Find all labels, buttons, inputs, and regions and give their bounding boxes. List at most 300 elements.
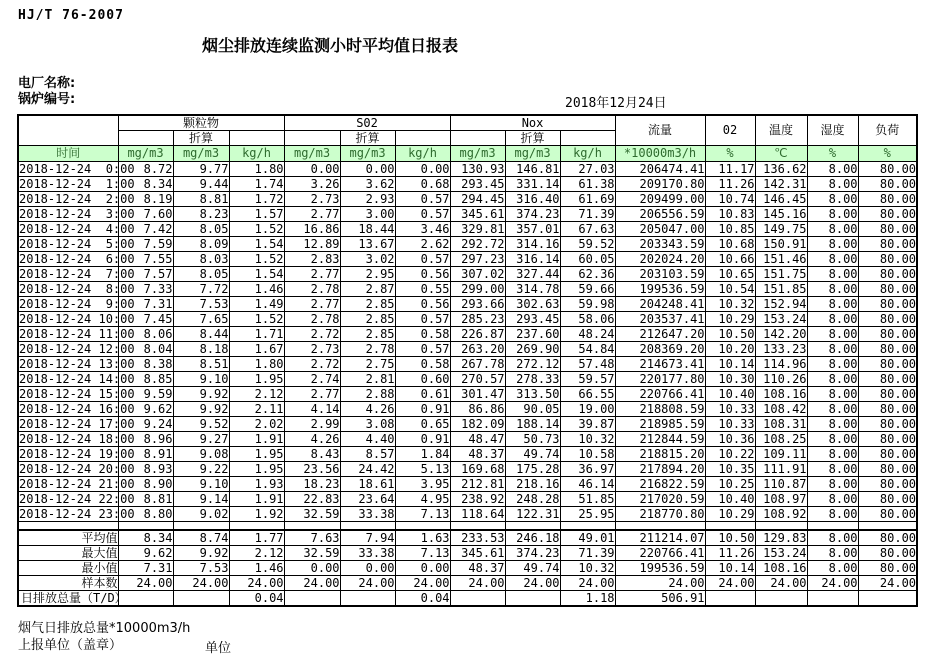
unit-cell: kg/h [229, 146, 284, 162]
value-cell: 217894.20 [615, 462, 705, 477]
value-cell: 205047.00 [615, 222, 705, 237]
value-cell: 374.23 [505, 207, 560, 222]
value-cell: 217020.59 [615, 492, 705, 507]
value-cell: 9.08 [173, 447, 229, 462]
value-cell: 80.00 [858, 447, 917, 462]
value-cell: 1.46 [229, 282, 284, 297]
value-cell: 10.50 [705, 530, 755, 546]
unit-cell: mg/m3 [505, 146, 560, 162]
table-row [18, 387, 917, 402]
time-header: 时间 [18, 146, 118, 162]
value-cell: 10.22 [705, 447, 755, 462]
value-cell: 67.63 [560, 222, 615, 237]
value-cell: 2.62 [395, 237, 450, 252]
converted-label-nox: 折算 [505, 131, 560, 146]
time-cell: 2018-12-24 21:00 [19, 476, 135, 491]
value-cell: 12.89 [284, 237, 340, 252]
value-cell: 10.33 [705, 402, 755, 417]
value-cell: 146.45 [755, 192, 807, 207]
blank-cell [18, 522, 118, 531]
table-row [18, 237, 917, 252]
value-cell: 8.34 [118, 177, 173, 192]
group-so2: S02 [284, 115, 450, 131]
value-cell: 218815.20 [615, 447, 705, 462]
value-cell: 149.75 [755, 222, 807, 237]
value-cell: 80.00 [858, 561, 917, 576]
value-cell: 59.57 [560, 372, 615, 387]
value-cell: 142.20 [755, 327, 807, 342]
value-cell: 7.53 [173, 297, 229, 312]
value-cell: 80.00 [858, 252, 917, 267]
time-cell: 2018-12-24 20:00 [19, 461, 135, 476]
value-cell: 8.00 [807, 237, 858, 252]
value-cell: 66.55 [560, 387, 615, 402]
value-cell: 220766.41 [615, 546, 705, 561]
time-cell: 2018-12-24 22:00 [19, 491, 135, 506]
value-cell: 1.74 [229, 177, 284, 192]
value-cell: 8.91 [118, 447, 173, 462]
value-cell: 7.45 [118, 312, 173, 327]
value-cell: 211214.07 [615, 530, 705, 546]
table-row [18, 462, 917, 477]
blank-cell [615, 522, 705, 531]
value-cell: 2.78 [284, 312, 340, 327]
value-cell: 0.56 [395, 297, 450, 312]
value-cell: 2.73 [284, 342, 340, 357]
value-cell: 122.31 [505, 507, 560, 522]
unit-label: 单位 [205, 641, 232, 656]
value-cell: 8.00 [807, 561, 858, 576]
value-cell: 9.92 [173, 387, 229, 402]
value-cell: 59.52 [560, 237, 615, 252]
value-cell: 345.61 [450, 207, 505, 222]
table-row [18, 447, 917, 462]
summary-row [18, 591, 917, 607]
report-table [17, 114, 918, 607]
value-cell: 18.23 [284, 477, 340, 492]
value-cell: 80.00 [858, 492, 917, 507]
value-cell: 23.56 [284, 462, 340, 477]
value-cell: 233.53 [450, 530, 505, 546]
value-cell: 10.36 [705, 432, 755, 447]
value-cell: 9.22 [173, 462, 229, 477]
value-cell: 285.23 [450, 312, 505, 327]
value-cell: 33.38 [340, 507, 395, 522]
value-cell: 8.34 [118, 530, 173, 546]
value-cell: 314.16 [505, 237, 560, 252]
value-cell: 80.00 [858, 417, 917, 432]
value-cell: 133.23 [755, 342, 807, 357]
value-cell: 8.44 [173, 327, 229, 342]
value-cell: 293.45 [450, 177, 505, 192]
unit-cell: *10000m3/h [615, 146, 705, 162]
value-cell: 8.00 [807, 192, 858, 207]
value-cell: 8.18 [173, 342, 229, 357]
value-cell: 0.00 [284, 162, 340, 177]
value-cell: 0.00 [395, 561, 450, 576]
summary-row [18, 546, 917, 561]
table-row [18, 282, 917, 297]
value-cell: 146.81 [505, 162, 560, 177]
value-cell: 33.38 [340, 546, 395, 561]
value-cell: 199536.59 [615, 561, 705, 576]
value-cell [450, 591, 505, 607]
value-cell: 8.00 [807, 222, 858, 237]
value-cell: 109.11 [755, 447, 807, 462]
group-nox: Nox [450, 115, 615, 131]
unit-cell: kg/h [560, 146, 615, 162]
value-cell: 39.87 [560, 417, 615, 432]
value-cell: 3.08 [340, 417, 395, 432]
value-cell: 10.20 [705, 342, 755, 357]
value-cell: 36.97 [560, 462, 615, 477]
value-cell: 10.68 [705, 237, 755, 252]
value-cell: 206556.59 [615, 207, 705, 222]
value-cell: 8.38 [118, 357, 173, 372]
value-cell: 316.14 [505, 252, 560, 267]
value-cell: 0.91 [395, 402, 450, 417]
value-cell: 1.54 [229, 237, 284, 252]
group-particulate: 颗粒物 [118, 115, 284, 131]
value-cell: 2.83 [284, 252, 340, 267]
info-block [18, 76, 938, 111]
value-cell: 214673.41 [615, 357, 705, 372]
value-cell: 216822.59 [615, 477, 705, 492]
value-cell: 8.05 [173, 222, 229, 237]
value-cell: 110.26 [755, 372, 807, 387]
value-cell: 329.81 [450, 222, 505, 237]
value-cell: 2.87 [340, 282, 395, 297]
blank-cell [229, 131, 284, 146]
value-cell: 2.77 [284, 207, 340, 222]
value-cell: 108.97 [755, 492, 807, 507]
value-cell: 8.00 [807, 546, 858, 561]
value-cell: 8.00 [807, 162, 858, 177]
value-cell: 8.19 [118, 192, 173, 207]
table-row [18, 492, 917, 507]
value-cell: 24.00 [615, 576, 705, 591]
value-cell: 10.65 [705, 267, 755, 282]
value-cell: 23.64 [340, 492, 395, 507]
value-cell: 10.14 [705, 357, 755, 372]
value-cell: 2.93 [340, 192, 395, 207]
value-cell: 7.63 [284, 530, 340, 546]
value-cell: 80.00 [858, 162, 917, 177]
value-cell: 80.00 [858, 432, 917, 447]
table-row [18, 297, 917, 312]
time-cell: 2018-12-24 23:00 [19, 506, 135, 521]
value-cell: 108.16 [755, 561, 807, 576]
time-cell: 2018-12-24 7:00 [19, 266, 135, 281]
converted-label-so2: 折算 [340, 131, 395, 146]
value-cell: 199536.59 [615, 282, 705, 297]
value-cell: 9.27 [173, 432, 229, 447]
summary-row [18, 530, 917, 546]
value-cell: 0.58 [395, 357, 450, 372]
value-cell: 48.24 [560, 327, 615, 342]
value-cell: 153.24 [755, 546, 807, 561]
value-cell: 301.47 [450, 387, 505, 402]
unit-cell: % [705, 146, 755, 162]
value-cell: 293.66 [450, 297, 505, 312]
value-cell: 203343.59 [615, 237, 705, 252]
value-cell: 220766.41 [615, 387, 705, 402]
value-cell: 151.85 [755, 282, 807, 297]
value-cell: 7.72 [173, 282, 229, 297]
value-cell: 1.84 [395, 447, 450, 462]
group-humidity: 湿度 [807, 115, 858, 146]
value-cell: 278.33 [505, 372, 560, 387]
value-cell: 80.00 [858, 477, 917, 492]
value-cell: 130.93 [450, 162, 505, 177]
title-wrap [0, 33, 660, 56]
value-cell: 0.68 [395, 177, 450, 192]
table-row [18, 477, 917, 492]
value-cell: 1.95 [229, 447, 284, 462]
value-cell: 61.38 [560, 177, 615, 192]
value-cell: 237.60 [505, 327, 560, 342]
value-cell: 8.00 [807, 530, 858, 546]
value-cell: 203103.59 [615, 267, 705, 282]
value-cell: 357.01 [505, 222, 560, 237]
value-cell: 8.80 [118, 507, 173, 522]
summary-row [18, 561, 917, 576]
value-cell: 8.81 [118, 492, 173, 507]
value-cell: 4.14 [284, 402, 340, 417]
value-cell: 3.95 [395, 477, 450, 492]
value-cell: 2.78 [284, 282, 340, 297]
value-cell: 1.91 [229, 492, 284, 507]
value-cell: 24.00 [560, 576, 615, 591]
value-cell: 80.00 [858, 462, 917, 477]
value-cell: 24.00 [755, 576, 807, 591]
value-cell: 2.77 [284, 297, 340, 312]
report-date: 2018年12月24日 [565, 96, 667, 111]
value-cell: 299.00 [450, 282, 505, 297]
value-cell: 1.80 [229, 162, 284, 177]
value-cell: 2.99 [284, 417, 340, 432]
time-cell: 2018-12-24 18:00 [19, 431, 135, 446]
summary-label: 平均值 [18, 530, 118, 546]
value-cell: 8.00 [807, 282, 858, 297]
value-cell: 1.46 [229, 561, 284, 576]
value-cell: 8.06 [118, 327, 173, 342]
value-cell: 7.13 [395, 507, 450, 522]
value-cell: 9.10 [173, 477, 229, 492]
unit-cell: ℃ [755, 146, 807, 162]
table-body [18, 162, 917, 522]
value-cell: 1.49 [229, 297, 284, 312]
time-cell: 2018-12-24 9:00 [19, 296, 135, 311]
value-cell: 129.83 [755, 530, 807, 546]
value-cell: 307.02 [450, 267, 505, 282]
value-cell: 10.54 [705, 282, 755, 297]
value-cell: 220177.80 [615, 372, 705, 387]
value-cell: 218.16 [505, 477, 560, 492]
value-cell: 1.71 [229, 327, 284, 342]
value-cell: 2.77 [284, 267, 340, 282]
value-cell: 0.57 [395, 207, 450, 222]
value-cell: 1.67 [229, 342, 284, 357]
value-cell: 218770.80 [615, 507, 705, 522]
value-cell: 24.00 [173, 576, 229, 591]
value-cell: 8.00 [807, 357, 858, 372]
value-cell: 10.66 [705, 252, 755, 267]
value-cell: 54.84 [560, 342, 615, 357]
value-cell: 294.45 [450, 192, 505, 207]
value-cell: 8.00 [807, 372, 858, 387]
unit-cell: kg/h [395, 146, 450, 162]
value-cell: 8.00 [807, 432, 858, 447]
value-cell: 10.40 [705, 387, 755, 402]
group-load: 负荷 [858, 115, 917, 146]
value-cell: 238.92 [450, 492, 505, 507]
value-cell: 59.98 [560, 297, 615, 312]
unit-cell: mg/m3 [173, 146, 229, 162]
value-cell: 8.09 [173, 237, 229, 252]
value-cell: 8.96 [118, 432, 173, 447]
value-cell: 49.01 [560, 530, 615, 546]
table-row [18, 192, 917, 207]
value-cell: 267.78 [450, 357, 505, 372]
value-cell: 80.00 [858, 207, 917, 222]
value-cell: 175.28 [505, 462, 560, 477]
value-cell: 80.00 [858, 237, 917, 252]
table-row [18, 177, 917, 192]
value-cell: 0.04 [395, 591, 450, 607]
value-cell: 218808.59 [615, 402, 705, 417]
value-cell: 153.24 [755, 312, 807, 327]
time-cell: 2018-12-24 6:00 [19, 251, 135, 266]
value-cell: 3.62 [340, 177, 395, 192]
value-cell: 169.68 [450, 462, 505, 477]
value-cell: 8.00 [807, 447, 858, 462]
value-cell: 108.92 [755, 507, 807, 522]
value-cell: 293.45 [505, 312, 560, 327]
value-cell: 8.57 [340, 447, 395, 462]
value-cell: 8.00 [807, 387, 858, 402]
value-cell [858, 591, 917, 607]
value-cell: 8.00 [807, 252, 858, 267]
value-cell: 10.83 [705, 207, 755, 222]
summary-label: 最小值 [18, 561, 118, 576]
blank-cell [450, 522, 505, 531]
value-cell: 2.72 [284, 327, 340, 342]
value-cell: 10.30 [705, 372, 755, 387]
value-cell: 9.92 [173, 546, 229, 561]
value-cell: 2.11 [229, 402, 284, 417]
value-cell: 0.57 [395, 312, 450, 327]
value-cell: 24.00 [505, 576, 560, 591]
value-cell: 4.26 [340, 402, 395, 417]
value-cell: 8.74 [173, 530, 229, 546]
value-cell: 8.00 [807, 312, 858, 327]
value-cell: 80.00 [858, 192, 917, 207]
value-cell: 24.00 [118, 576, 173, 591]
time-cell: 2018-12-24 15:00 [19, 386, 135, 401]
value-cell: 4.40 [340, 432, 395, 447]
value-cell: 1.52 [229, 312, 284, 327]
value-cell: 7.94 [340, 530, 395, 546]
value-cell: 204248.41 [615, 297, 705, 312]
value-cell [755, 591, 807, 607]
value-cell: 13.67 [340, 237, 395, 252]
value-cell: 9.92 [173, 402, 229, 417]
value-cell: 506.91 [615, 591, 705, 607]
value-cell: 8.00 [807, 402, 858, 417]
blank-cell [118, 522, 173, 531]
time-header-blank [18, 115, 118, 146]
value-cell: 2.85 [340, 312, 395, 327]
time-cell: 2018-12-24 0:00 [19, 161, 135, 176]
value-cell: 2.88 [340, 387, 395, 402]
summary-label: 样本数 [18, 576, 118, 591]
value-cell: 24.00 [395, 576, 450, 591]
value-cell: 108.25 [755, 432, 807, 447]
value-cell: 108.31 [755, 417, 807, 432]
value-cell: 203537.41 [615, 312, 705, 327]
value-cell: 1.80 [229, 357, 284, 372]
value-cell: 80.00 [858, 342, 917, 357]
value-cell: 8.00 [807, 177, 858, 192]
value-cell: 57.48 [560, 357, 615, 372]
time-cell: 2018-12-24 2:00 [19, 191, 135, 206]
summary-label: 最大值 [18, 546, 118, 561]
blank-cell [705, 522, 755, 531]
value-cell: 60.05 [560, 252, 615, 267]
value-cell: 313.50 [505, 387, 560, 402]
table-row [18, 222, 917, 237]
value-cell: 7.31 [118, 561, 173, 576]
value-cell: 10.58 [560, 447, 615, 462]
table-row [18, 372, 917, 387]
value-cell: 8.23 [173, 207, 229, 222]
table-spacer [18, 522, 917, 531]
value-cell: 209170.80 [615, 177, 705, 192]
blank-cell [118, 131, 173, 146]
value-cell: 10.29 [705, 312, 755, 327]
value-cell: 8.43 [284, 447, 340, 462]
spacer-row [18, 522, 917, 531]
value-cell: 8.00 [807, 297, 858, 312]
value-cell: 50.73 [505, 432, 560, 447]
value-cell: 90.05 [505, 402, 560, 417]
blank-cell [858, 522, 917, 531]
group-flow: 流量 [615, 115, 705, 146]
time-cell: 2018-12-24 13:00 [19, 356, 135, 371]
value-cell: 246.18 [505, 530, 560, 546]
unit-cell: % [807, 146, 858, 162]
table-row [18, 432, 917, 447]
value-cell: 2.12 [229, 387, 284, 402]
table-row [18, 162, 917, 177]
value-cell: 1.92 [229, 507, 284, 522]
value-cell: 7.65 [173, 312, 229, 327]
value-cell: 272.12 [505, 357, 560, 372]
table-header [18, 115, 917, 162]
value-cell: 2.78 [340, 342, 395, 357]
value-cell: 61.69 [560, 192, 615, 207]
summary-row [18, 576, 917, 591]
value-cell: 3.26 [284, 177, 340, 192]
value-cell: 110.87 [755, 477, 807, 492]
group-o2: 02 [705, 115, 755, 146]
report-unit-label: 上报单位（盖章） [18, 638, 123, 653]
value-cell: 345.61 [450, 546, 505, 561]
value-cell: 32.59 [284, 546, 340, 561]
blank-cell [560, 131, 615, 146]
value-cell: 10.74 [705, 192, 755, 207]
